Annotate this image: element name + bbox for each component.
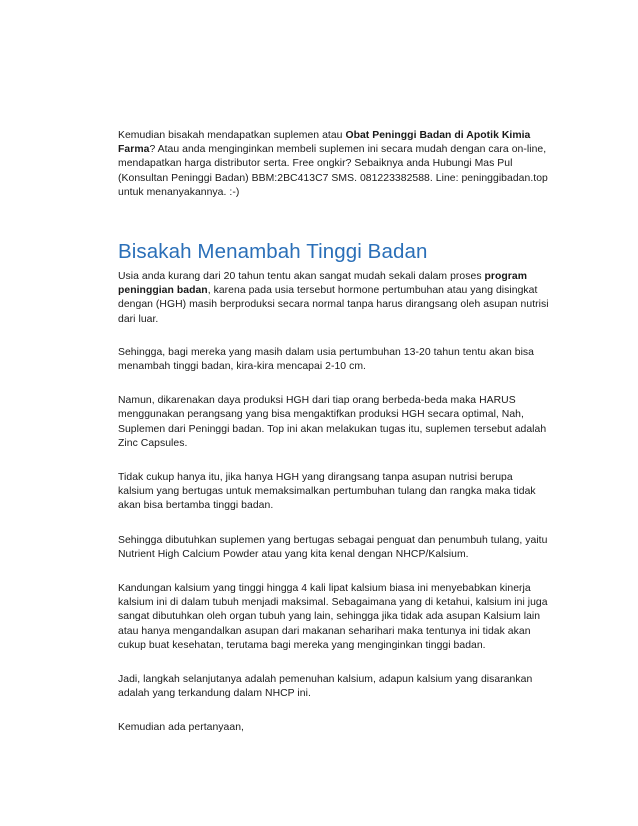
paragraph-4: Tidak cukup hanya itu, jika hanya HGH yang dirangsang tanpa asupan nutrisi berupa kalsium yang bertugas untuk memaksimalkan pertumbuhan tulang dan rangka maka tidak akan bisa bertamba tinggi badan. [118, 472, 536, 512]
section-heading: Bisakah Menambah Tinggi Badan [118, 240, 428, 264]
paragraph-7: Jadi, langkah selanjutanya adalah pemenuhan kalsium, adapun kalsium yang disarankan adalah yang terkandung dalam NHCP ini. [118, 674, 533, 700]
paragraph-6: Kandungan kalsium yang tinggi hingga 4 kali lipat kalsium biasa ini menyebabkan kinerja kalsium ini di dalam tubuh menjadi maksimal. Sebagaimana yang di ketahui, kalsium ini juga sangat dibutuhkan oleh organ tubuh yang lain, sehingga jika tidak ada asupan Kalsium lain atau hanya mengandalkan asupan dari makanan seharihari maka tentunya ini tidak akan cukup buat kesehatan, terutama bagi mereka yang menginginkan tinggi badan. [118, 583, 548, 651]
paragraph-3: Namun, dikarenakan daya produksi HGH dari tiap orang berbeda-beda maka HARUS menggunakan perangsang yang bisa mengaktifkan produksi HGH secara optimal, Nah, Suplemen dari Peninggi badan. Top ini akan melakukan tugas itu, suplemen tersebut adalah Zinc Capsules. [118, 395, 547, 449]
intro-paragraph [118, 129, 550, 200]
paragraph-8: Kemudian ada pertanyaan, [118, 722, 244, 734]
paragraph-5: Sehingga dibutuhkan suplemen yang bertugas sebagai penguat dan penumbuh tulang, yaitu Nutrient High Calcium Powder atau yang kita kenal dengan NHCP/Kalsium. [118, 534, 548, 560]
intro-text-1: Kemudian bisakah mendapatkan suplemen atau [118, 130, 346, 141]
document-page [118, 129, 550, 756]
intro-text-2: ? Atau anda menginginkan membeli suplemen ini secara mudah dengan cara on-line, mendapatkan harga distributor serta. Free ongkir? Sebaiknya anda Hubungi Mas Pul (Konsultan Peninggi Badan) BBM:2BC413C7 SMS. 081223382588. Line: peninggibadan.top untuk menanyakannya. :-) [118, 144, 548, 198]
paragraph-1-bold-keyword: program peninggian badan [118, 271, 527, 297]
paragraph-1-text-1: Usia anda kurang dari 20 tahun tentu akan sangat mudah sekali dalam proses [118, 271, 485, 283]
paragraph-2: Sehingga, bagi mereka yang masih dalam usia pertumbuhan 13-20 tahun tentu akan bisa menambah tinggi badan, kira-kira mencapai 2-10 cm. [118, 346, 535, 373]
intro-bold-keyword: Obat Peninggi Badan di Apotik Kimia Farma [118, 130, 531, 156]
paragraph-1 [118, 270, 550, 327]
paragraph-1-text-2: , karena pada usia tersebut hormone pertumbuhan atau yang disingkat dengan (HGH) masih berproduksi secara normal tanpa harus dirangsang oleh asupan nutrisi dari luar. [118, 285, 549, 325]
